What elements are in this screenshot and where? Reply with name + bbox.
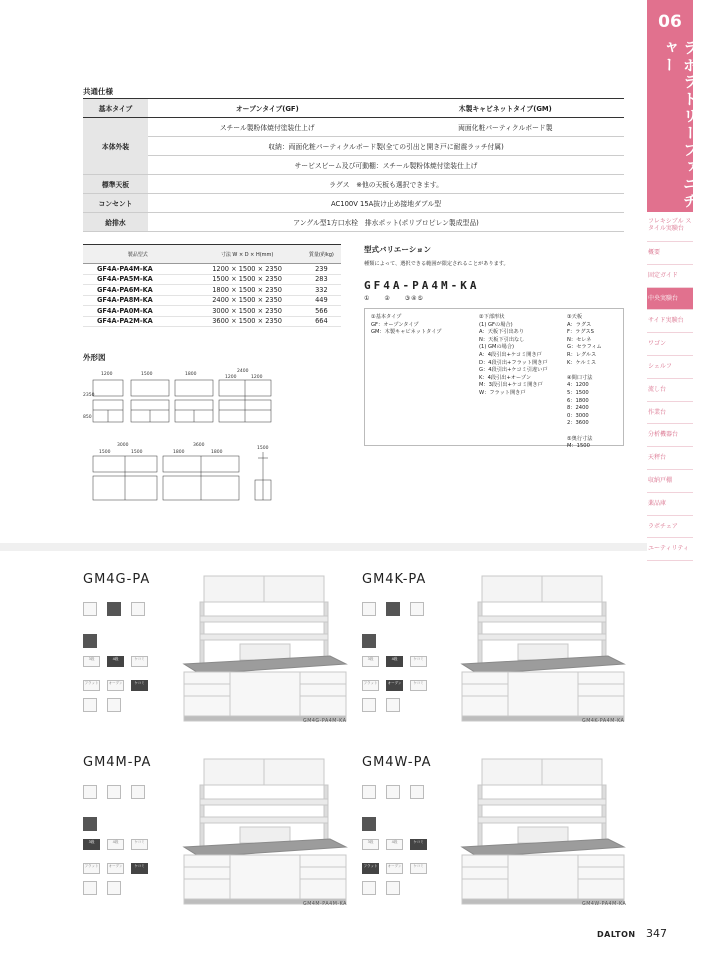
option-top-icon bbox=[83, 634, 97, 648]
sidebar-item-utility[interactable]: ユーティリティ bbox=[647, 538, 693, 561]
dim-label-bench-height: 850 bbox=[83, 415, 92, 420]
model-weight: 332 bbox=[302, 285, 341, 296]
model-size: 3000 × 1500 × 2350 bbox=[192, 306, 301, 317]
dim-label-1200: 1200 bbox=[101, 372, 113, 377]
spec-head-wood: 木製キャビネットタイプ(GM) bbox=[387, 99, 624, 118]
product-name: GM4W-PA bbox=[362, 755, 432, 770]
option-drawer-icon: ケコミ bbox=[410, 839, 427, 850]
option-wagon-icon bbox=[362, 881, 376, 895]
product-name: GM4G-PA bbox=[83, 572, 151, 587]
option-door-icon: ケコミ bbox=[410, 863, 427, 874]
option-drawer-icon: ケコミ bbox=[131, 839, 148, 850]
variation-code: GF4A-PA4M-KA bbox=[364, 279, 480, 292]
sidebar-item-workbench[interactable]: 作業台 bbox=[647, 402, 693, 425]
dim-label-1500b: 1500 bbox=[131, 450, 143, 455]
option-drawer-icon: 3段 bbox=[362, 839, 379, 850]
option-shape-icon bbox=[410, 785, 424, 799]
product-name: GM4M-PA bbox=[83, 755, 152, 770]
option-drawer-icon: ケコミ bbox=[410, 656, 427, 667]
option-drawer-icon: ケコミ bbox=[131, 656, 148, 667]
model-weight: 566 bbox=[302, 306, 341, 317]
sidebar-item-chair[interactable]: ラボチェア bbox=[647, 516, 693, 539]
drawing-2400 bbox=[219, 380, 271, 422]
spec-outlet-value: AC100V 15A抜け止め接地ダブル型 bbox=[148, 194, 624, 213]
model-head-size: 寸法 W × D × H(mm) bbox=[192, 245, 301, 264]
spec-label-top: 標準天板 bbox=[83, 175, 148, 194]
dim-label-3600: 3600 bbox=[193, 443, 205, 448]
sidebar-item-center-bench[interactable]: 中央実験台 bbox=[647, 288, 693, 311]
option-wagon-icon bbox=[362, 698, 376, 712]
option-shape-icon bbox=[83, 785, 97, 799]
spec-body-storage: 収納：両面化粧パーティクルボード製(全ての引出と開き戸に耐震ラッチ付属) bbox=[148, 137, 624, 156]
dim-label-1800b: 1800 bbox=[211, 450, 223, 455]
product-illustration bbox=[458, 755, 628, 905]
dim-label-3000: 3000 bbox=[117, 443, 129, 448]
dim-label-height: 2350 bbox=[83, 393, 95, 398]
model-row bbox=[83, 285, 341, 296]
brand-logo: DALTON bbox=[597, 930, 636, 939]
sidebar-item-side-bench[interactable]: サイド実験台 bbox=[647, 310, 693, 333]
product-caption: GM4W-PA4M-KA bbox=[582, 902, 627, 907]
sidebar-item-sink[interactable]: 流し台 bbox=[647, 379, 693, 402]
option-top-icon bbox=[362, 817, 376, 831]
variation-col-top: ③天板 A：ラグス F：ラグスS N：セレネ G：セラフィム R：レグルス K：ケルミス ④間口寸法 4：1200 5：1500 6：1800 8：2400 0：3000 2：3600 ⑤奥行寸法 M：1500 bbox=[567, 314, 602, 450]
option-door-icon: フラット bbox=[362, 863, 379, 874]
option-top-icon bbox=[83, 817, 97, 831]
common-spec-table bbox=[83, 98, 624, 232]
spec-label-type: 基本タイプ bbox=[83, 99, 148, 118]
option-door-icon: フラット bbox=[83, 863, 100, 874]
model-name: GF4A-PA5M-KA bbox=[83, 274, 192, 285]
option-shape-icon bbox=[362, 602, 376, 616]
dim-label-1200c: 1200 bbox=[251, 375, 263, 380]
sidebar-item-overview[interactable]: 概要 bbox=[647, 242, 693, 265]
variation-code-nums: ① ② ③④⑤ bbox=[364, 295, 424, 302]
option-wagon-icon bbox=[386, 698, 400, 712]
page-number: 347 bbox=[646, 927, 667, 940]
option-door-icon: ケコミ bbox=[410, 680, 427, 691]
option-door-icon: オープン bbox=[386, 680, 403, 691]
product-illustration bbox=[180, 572, 350, 722]
sidebar-item-storage[interactable]: 収納戸棚 bbox=[647, 470, 693, 493]
variation-col-type: ①基本タイプ GF：オープンタイプ GM：木製キャビネットタイプ bbox=[371, 314, 442, 336]
option-door-icon: フラット bbox=[362, 680, 379, 691]
variation-title: 型式バリエーション bbox=[364, 245, 432, 254]
chapter-title: ラボラトリーファニチャー bbox=[660, 40, 699, 210]
spec-label-outlet: コンセント bbox=[83, 194, 148, 213]
option-wagon-icon bbox=[83, 881, 97, 895]
spec-body-beam: サービスビーム及び可動棚：スチール製粉体焼付塗装仕上げ bbox=[148, 156, 624, 175]
dim-label-1500c: 1500 bbox=[257, 446, 269, 451]
sidebar-item-shelf[interactable]: シェルフ bbox=[647, 356, 693, 379]
model-row bbox=[83, 295, 341, 306]
model-table bbox=[83, 244, 341, 327]
sidebar-item-fixed-guide[interactable]: 固定ガイド bbox=[647, 265, 693, 288]
model-size: 1200 × 1500 × 2350 bbox=[192, 264, 301, 275]
dimensions-title: 外形図 bbox=[83, 353, 106, 362]
model-row bbox=[83, 316, 341, 327]
option-wagon-icon bbox=[83, 698, 97, 712]
option-drawer-icon: 3段 bbox=[83, 656, 100, 667]
option-door-icon: オープン bbox=[107, 680, 124, 691]
spec-label-water: 給排水 bbox=[83, 213, 148, 232]
drawing-3000 bbox=[93, 456, 157, 500]
option-door-icon: ケコミ bbox=[131, 680, 148, 691]
dim-label-2400: 2400 bbox=[237, 369, 249, 374]
option-shape-icon bbox=[131, 785, 145, 799]
model-size: 2400 × 1500 × 2350 bbox=[192, 295, 301, 306]
sidebar bbox=[647, 0, 699, 960]
option-shape-icon bbox=[107, 602, 121, 616]
sidebar-header bbox=[647, 0, 699, 212]
option-drawer-icon: 4段 bbox=[107, 839, 124, 850]
option-door-icon: フラット bbox=[83, 680, 100, 691]
model-name: GF4A-PA6M-KA bbox=[83, 285, 192, 296]
option-door-icon: オープン bbox=[386, 863, 403, 874]
model-size: 1800 × 1500 × 2350 bbox=[192, 285, 301, 296]
drawing-1800 bbox=[175, 380, 213, 422]
option-shape-icon bbox=[386, 785, 400, 799]
model-weight: 664 bbox=[302, 316, 341, 327]
variation-section bbox=[364, 244, 624, 302]
sidebar-item-wagon[interactable]: ワゴン bbox=[647, 333, 693, 356]
product-caption: GM4G-PA4M-KA bbox=[303, 719, 347, 724]
product-illustration bbox=[458, 572, 628, 722]
model-weight: 283 bbox=[302, 274, 341, 285]
model-row bbox=[83, 306, 341, 317]
drawing-1200 bbox=[93, 380, 123, 422]
option-shape-icon bbox=[410, 602, 424, 616]
chapter-number: 06 bbox=[658, 12, 682, 32]
model-size: 3600 × 1500 × 2350 bbox=[192, 316, 301, 327]
option-door-icon: オープン bbox=[107, 863, 124, 874]
dim-label-1800: 1800 bbox=[185, 372, 197, 377]
dimension-drawings bbox=[83, 366, 283, 516]
dim-label-1500: 1500 bbox=[141, 372, 153, 377]
model-head-weight: 質量(約kg) bbox=[302, 245, 341, 264]
product-caption: GM4M-PA4M-KA bbox=[303, 902, 347, 907]
option-shape-icon bbox=[83, 602, 97, 616]
product-caption: GM4K-PA4M-KA bbox=[582, 719, 625, 724]
sidebar-item-flexible[interactable]: フレキシブル スタイル実験台 bbox=[647, 212, 693, 242]
option-drawer-icon: 3段 bbox=[83, 839, 100, 850]
sidebar-item-chemical[interactable]: 薬品庫 bbox=[647, 493, 693, 516]
drawing-1500 bbox=[131, 380, 169, 422]
model-name: GF4A-PA8M-KA bbox=[83, 295, 192, 306]
section-divider bbox=[0, 543, 647, 551]
product-name: GM4K-PA bbox=[362, 572, 427, 587]
dim-label-1500a: 1500 bbox=[99, 450, 111, 455]
option-drawer-icon: 3段 bbox=[362, 656, 379, 667]
option-drawer-icon: 4段 bbox=[107, 656, 124, 667]
model-name: GF4A-PA2M-KA bbox=[83, 316, 192, 327]
spec-water-value: アングル型1方口水栓 排水ポット(ポリプロピレン製成型品) bbox=[148, 213, 624, 232]
option-drawer-icon: 4段 bbox=[386, 839, 403, 850]
option-shape-icon bbox=[131, 602, 145, 616]
drawing-3600 bbox=[163, 456, 239, 500]
variation-note: 種類によって、選択できる範囲が限定されることがあります。 bbox=[364, 261, 509, 267]
spec-label-body: 本体外装 bbox=[83, 118, 148, 175]
sidebar-item-balance[interactable]: 天秤台 bbox=[647, 447, 693, 470]
option-shape-icon bbox=[362, 785, 376, 799]
variation-box bbox=[364, 308, 624, 450]
model-name: GF4A-PA4M-KA bbox=[83, 264, 192, 275]
option-drawer-icon: 4段 bbox=[386, 656, 403, 667]
model-name: GF4A-PA0M-KA bbox=[83, 306, 192, 317]
model-weight: 239 bbox=[302, 264, 341, 275]
model-row bbox=[83, 264, 341, 275]
spec-head-open: オープンタイプ(GF) bbox=[148, 99, 387, 118]
drawing-side bbox=[255, 452, 271, 500]
option-wagon-icon bbox=[386, 881, 400, 895]
model-head-type: 製品型式 bbox=[83, 245, 192, 264]
spec-body-open: スチール製粉体焼付塗装仕上げ bbox=[148, 118, 387, 137]
sidebar-list bbox=[647, 212, 693, 561]
spec-body-wood: 両面化粧パーティクルボード製 bbox=[387, 118, 624, 137]
variation-col-lower: ②下部形状 (1) GFの場合) A：天板下引出あり N：天板下引出なし (1) GMの場合) A：4段引出+ケコミ開き戸 D：4段引出+フラット開き戸 G：4段引出+ケコミ引違い戸 K：4段引出+オープン M：3段引出+ケコミ開き戸 W：フラット開き戸 bbox=[479, 314, 548, 396]
model-row bbox=[83, 274, 341, 285]
dim-label-1200b: 1200 bbox=[225, 375, 237, 380]
common-spec-title: 共通仕様 bbox=[83, 87, 113, 96]
option-wagon-icon bbox=[107, 881, 121, 895]
product-illustration bbox=[180, 755, 350, 905]
option-door-icon: ケコミ bbox=[131, 863, 148, 874]
model-size: 1500 × 1500 × 2350 bbox=[192, 274, 301, 285]
spec-top-value: ラグス ※他の天板も選択できます。 bbox=[148, 175, 624, 194]
sidebar-item-analysis[interactable]: 分析機器台 bbox=[647, 424, 693, 447]
option-top-icon bbox=[362, 634, 376, 648]
option-wagon-icon bbox=[107, 698, 121, 712]
option-shape-icon bbox=[386, 602, 400, 616]
model-weight: 449 bbox=[302, 295, 341, 306]
option-shape-icon bbox=[107, 785, 121, 799]
dim-label-1800a: 1800 bbox=[173, 450, 185, 455]
